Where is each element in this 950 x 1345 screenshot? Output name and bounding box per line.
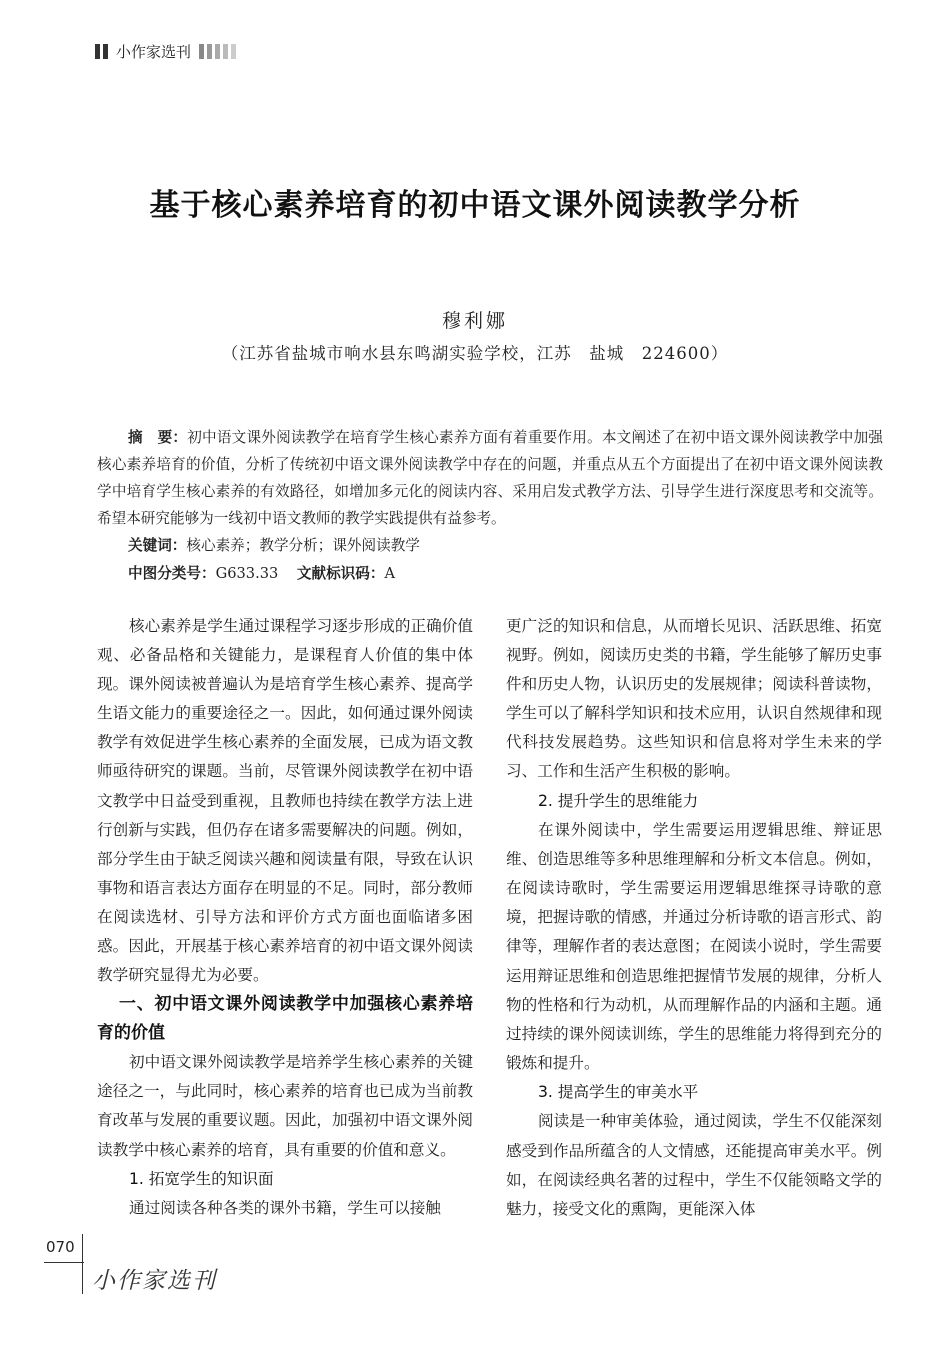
doc-code-value: A — [384, 565, 395, 582]
subsection-heading-3: 3. 提高学生的审美水平 — [538, 1082, 699, 1101]
header-bars-left-icon — [95, 44, 108, 59]
author-affiliation: （江苏省盐城市响水县东鸣湖实验学校，江苏 盐城 224600） — [221, 344, 729, 363]
abstract-label: 摘 要： — [128, 429, 188, 446]
journal-name: 小作家选刊 — [116, 42, 192, 61]
footer-divider-vertical — [82, 1234, 83, 1294]
running-header — [95, 40, 236, 62]
abstract — [97, 424, 883, 532]
body-paragraph: 核心素养是学生通过课程学习逐步形成的正确价值观、必备品格和关键能力，是课程育人价值的集中体现。课外阅读被普遍认为是培育学生核心素养、提高学生语文能力的重要途径之一。因此，如何通过课外阅读教学有效促进学生核心素养的全面发展，已成为语文教师亟待研究的课题。当前，尽管课外阅读教学在初中语文教学中日益受到重视，且教师也持续在教学方法上进行创新与实践，但仍存在诸多需要解决的问题。例如，部分学生由于缺乏阅读兴趣和阅读量有限，导致在认识事物和语言表达方面存在明显的不足。同时，部分教师在阅读选材、引导方法和评价方式方面也面临诸多困惑。因此，开展基于核心素养培育的初中语文课外阅读教学研究显得尤为必要。 — [97, 617, 473, 985]
right-column — [506, 612, 882, 1224]
clc-label: 中图分类号： — [128, 565, 216, 582]
classification — [128, 562, 395, 583]
body-paragraph: 通过阅读各种各类的课外书籍，学生可以接触 — [129, 1199, 441, 1218]
body-paragraph: 更广泛的知识和信息，从而增长见识、活跃思维、拓宽视野。例如，阅读历史类的书籍，学生能够了解历史事件和历史人物，认识历史的发展规律；阅读科普读物，学生可以了解科学知识和技术应用，认识自然规律和现代科技发展趋势。这些知识和信息将对学生未来的学习、工作和生活产生积极的影响。 — [506, 617, 882, 781]
page-number: 070 — [46, 1238, 75, 1256]
keywords-text: 核心素养；教学分析；课外阅读教学 — [186, 537, 420, 554]
keywords — [128, 534, 420, 555]
body-paragraph: 阅读是一种审美体验，通过阅读，学生不仅能深刻感受到作品所蕴含的人文情感，还能提高审美水平。例如，在阅读经典名著的过程中，学生不仅能领略文学的魅力，接受文化的熏陶，更能深入体 — [506, 1112, 882, 1218]
subsection-heading-1: 1. 拓宽学生的知识面 — [129, 1169, 274, 1188]
subsection-heading-2: 2. 提升学生的思维能力 — [538, 791, 699, 810]
header-bars-right-icon — [199, 44, 236, 59]
body-paragraph: 初中语文课外阅读教学是培养学生核心素养的关键途径之一，与此同时，核心素养的培育也已成为当前教育改革与发展的重要议题。因此，加强初中语文课外阅读教学中核心素养的培育，具有重要的价值和意义。 — [97, 1053, 473, 1159]
footer-divider-horizontal — [44, 1262, 84, 1263]
keywords-label: 关键词： — [128, 537, 187, 554]
abstract-text: 初中语文课外阅读教学在培育学生核心素养方面有着重要作用。本文阐述了在初中语文课外阅读教学中加强核心素养培育的价值，分析了传统初中语文课外阅读教学中存在的问题，并重点从五个方面提出了在初中语文课外阅读教学中培育学生核心素养的有效路径，如增加多元化的阅读内容、采用启发式教学方法、引导学生进行深度思考和交流等。希望本研究能够为一线初中语文教师的教学实践提供有益参考。 — [97, 429, 883, 527]
clc-value: G633.33 — [215, 565, 279, 582]
doc-code-label: 文献标识码： — [296, 565, 385, 582]
left-column — [97, 612, 473, 1223]
footer-logo: 小作家选刊 — [92, 1268, 217, 1294]
article-title: 基于核心素养培育的初中语文课外阅读教学分析 — [149, 188, 801, 223]
author-name: 穆利娜 — [441, 310, 508, 332]
section-heading-1: 一、初中语文课外阅读教学中加强核心素养培育的价值 — [97, 994, 473, 1044]
body-paragraph: 在课外阅读中，学生需要运用逻辑思维、辩证思维、创造思维等多种思维理解和分析文本信息。例如，在阅读诗歌时，学生需要运用逻辑思维探寻诗歌的意境，把握诗歌的情感，并通过分析诗歌的语言形式、韵律等，理解作者的表达意图；在阅读小说时，学生需要运用辩证思维和创造思维把握情节发展的规律，分析人物的性格和行为动机，从而理解作品的内涵和主题。通过持续的课外阅读训练，学生的思维能力将得到充分的锻炼和提升。 — [506, 821, 882, 1072]
